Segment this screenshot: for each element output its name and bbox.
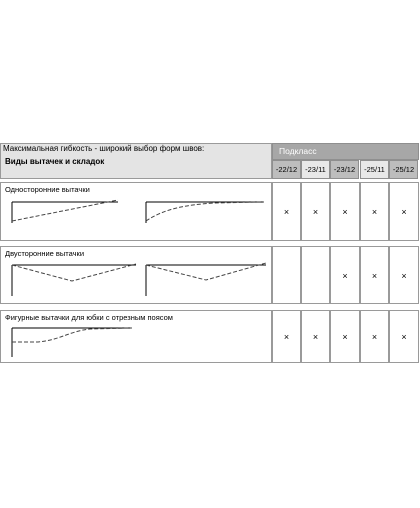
- mark-cell: [301, 246, 330, 304]
- mark-cell: ×: [272, 310, 301, 363]
- column-header-23-12: -23/12: [330, 160, 359, 179]
- mark-cell: ×: [389, 310, 419, 363]
- intro-text: Максимальная гибкость - широкий выбор форм швов:: [3, 144, 205, 153]
- mark-cell: ×: [301, 182, 330, 241]
- mark-cell: ×: [389, 246, 419, 304]
- mark-cell: ×: [360, 182, 389, 241]
- mark-cell: ×: [360, 246, 389, 304]
- section-title-shaped: Фигурные вытачки для юбки с отрезным поясом: [0, 310, 272, 322]
- section-subtitle: Виды вытачек и складок: [5, 157, 105, 166]
- mark-cell: ×: [272, 182, 301, 241]
- dart-diagram-two-sided-1: [10, 262, 140, 298]
- mark-cell: ×: [330, 246, 360, 304]
- column-header-22-12: -22/12: [272, 160, 301, 179]
- dart-diagram-two-sided-2: [144, 262, 270, 298]
- dart-diagram-one-sided-2: [144, 199, 270, 225]
- mark-cell: ×: [330, 310, 360, 363]
- mark-cell: [272, 246, 301, 304]
- column-header-25-12: -25/12: [389, 160, 418, 179]
- mark-cell: ×: [389, 182, 419, 241]
- mark-cell: ×: [301, 310, 330, 363]
- mark-cell: ×: [360, 310, 389, 363]
- mark-cell: ×: [330, 182, 360, 241]
- column-header-23-11: -23/11: [301, 160, 330, 179]
- dart-diagram-one-sided-1: [10, 199, 122, 225]
- section-title-two-sided: Двусторонние вытачки: [0, 246, 272, 258]
- section-title-one-sided: Односторонние вытачки: [0, 182, 272, 194]
- column-header-25-11: -25/11: [360, 160, 389, 179]
- subclass-header: Подкласс: [272, 143, 419, 160]
- dart-diagram-shaped: [10, 325, 136, 359]
